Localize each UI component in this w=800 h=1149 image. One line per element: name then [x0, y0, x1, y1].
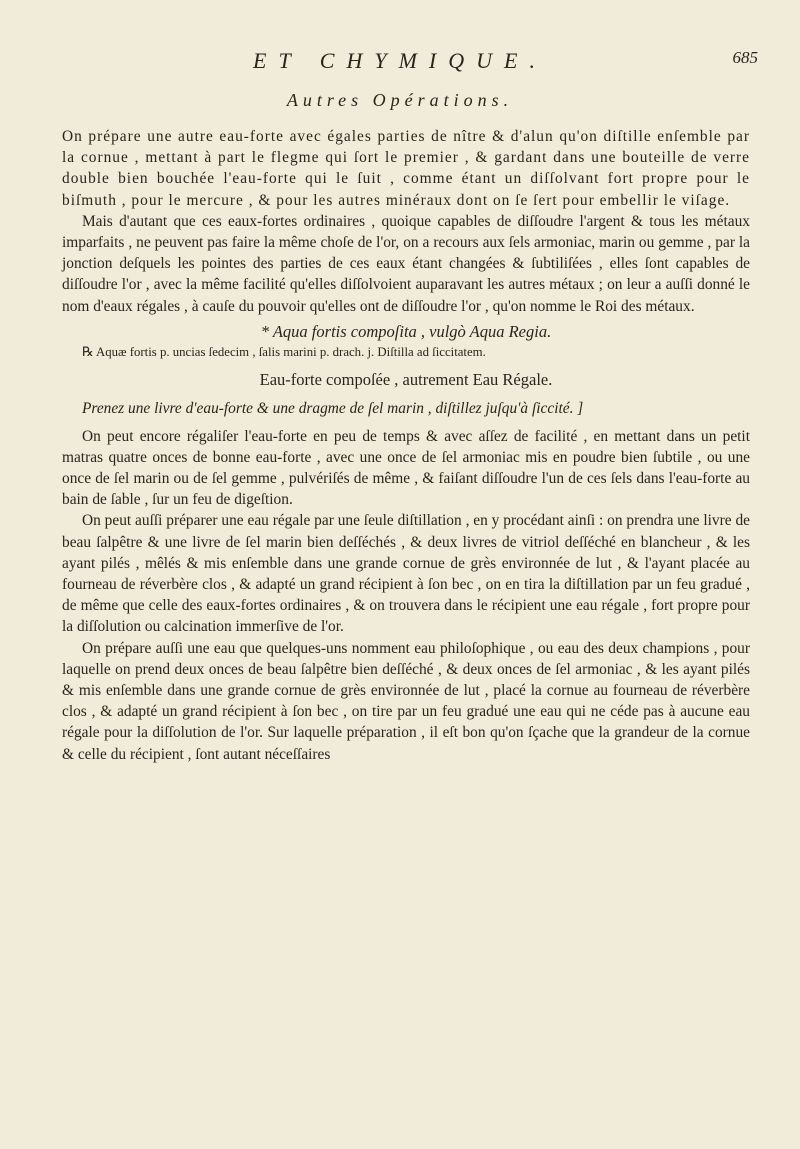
paragraph-6: On prépare auſſi une eau que quelques-uns nomment eau philoſophique , ou eau des deux champions , pour laquelle on prend deux onces de beau ſalpêtre bien deſſéché , & deux onces de ſel armoniac , & les ayant pilés & mis enſemble dans une grande cornue de grès environnée de lut , placé la cornue au fourneau de réverbère clos , & adapté un grand récipient à ſon bec , on tire par un feu gradué une eau qui ne céde pas à aucune eau régale pour la diſſolution de l'or. Sur laquelle préparation , il eſt bon qu'on ſçache que la grandeur de la cornue & celle du récipient , ſont autant néceſſaires	[62, 639, 750, 763]
paragraph-5: On peut auſſi préparer une eau régale par une ſeule diſtillation , en y procédant ainſi : on prendra une livre de beau ſalpêtre & une livre de ſel marin bien deſſéchés , & deux livres de vitriol deſſéché en blancheur , & les ayant pilés , mêlés & mis enſemble dans une grande cornue de grès environnée de lut , & l'ayant placée au fourneau de réverbère clos , & adapté un grand récipient à ſon bec , on en tira la diſtillation par un feu gradué , de même que celle des eaux-fortes ordinaires , & on trouvera dans le récipient une eau régale , fort propre pour la diſſolution ou calcination immerſive de l'or.	[62, 512, 750, 636]
paragraph-2: Mais d'autant que ces eaux-fortes ordinaires , quoique capables de diſſoudre l'argent & tous les métaux imparfaits , ne peuvent pas faire la même choſe de l'or, on a recours aux ſels armoniac, marin ou gemme , par la jonction deſquels les pointes des parties de ces eaux étant changées & ſubtiliſées , elles ſont capables de diſſoudre l'or , avec la même facilité qu'elles diſſolvoient auparavant les autres métaux ; on leur a auſſi donné le nom d'eaux régales , à cauſe du pouvoir qu'elles ont de diſſoudre l'or , qu'on nomme le Roi des métaux.	[62, 212, 750, 315]
latin-recipe: ℞ Aquæ fortis p. uncias ſedecim , ſalis marini p. drach. j. Diſtilla ad ſiccitatem.	[82, 345, 486, 360]
paragraph-1: On prépare une autre eau-forte avec égales parties de nître & d'alun qu'on diſtille enſemble par la cornue , mettant à part le flegme qui ſort le premier , & gardant dans une bouteille de verre double bien bouchée l'eau-forte qui le ſuit , comme étant un diſſolvant fort propre pour le biſmuth , pour le mercure , & pour les autres minéraux dont on ſe ſert pour embellir le viſage.	[62, 128, 750, 209]
section-title: Autres Opérations.	[286, 90, 514, 110]
formula-title: * Aqua fortis compoſita , vulgò Aqua Regia.	[260, 321, 552, 341]
french-subhead: Eau-forte compoſée , autrement Eau Régale.	[259, 370, 553, 390]
body-text	[62, 126, 750, 765]
paragraph-3: Prenez une livre d'eau-forte & une dragme de ſel marin , diſtillez juſqu'à ſiccité. ]	[82, 400, 584, 418]
running-head: ET CHYMIQUE.	[253, 48, 547, 73]
page-number: 685	[732, 48, 758, 67]
paragraph-4: On peut encore régaliſer l'eau-forte en peu de temps & avec aſſez de facilité , en mettant dans un petit matras quatre onces de bonne eau-forte , avec une once de ſel armoniac mis en poudre bien ſubtile , ou une once de ſel marin ou de ſel gemme , pulvériſés de même , & faiſant diſſoudre l'un de ces ſels dans l'eau-forte au bain de ſable , ſur un feu de digeſtion.	[62, 427, 750, 509]
